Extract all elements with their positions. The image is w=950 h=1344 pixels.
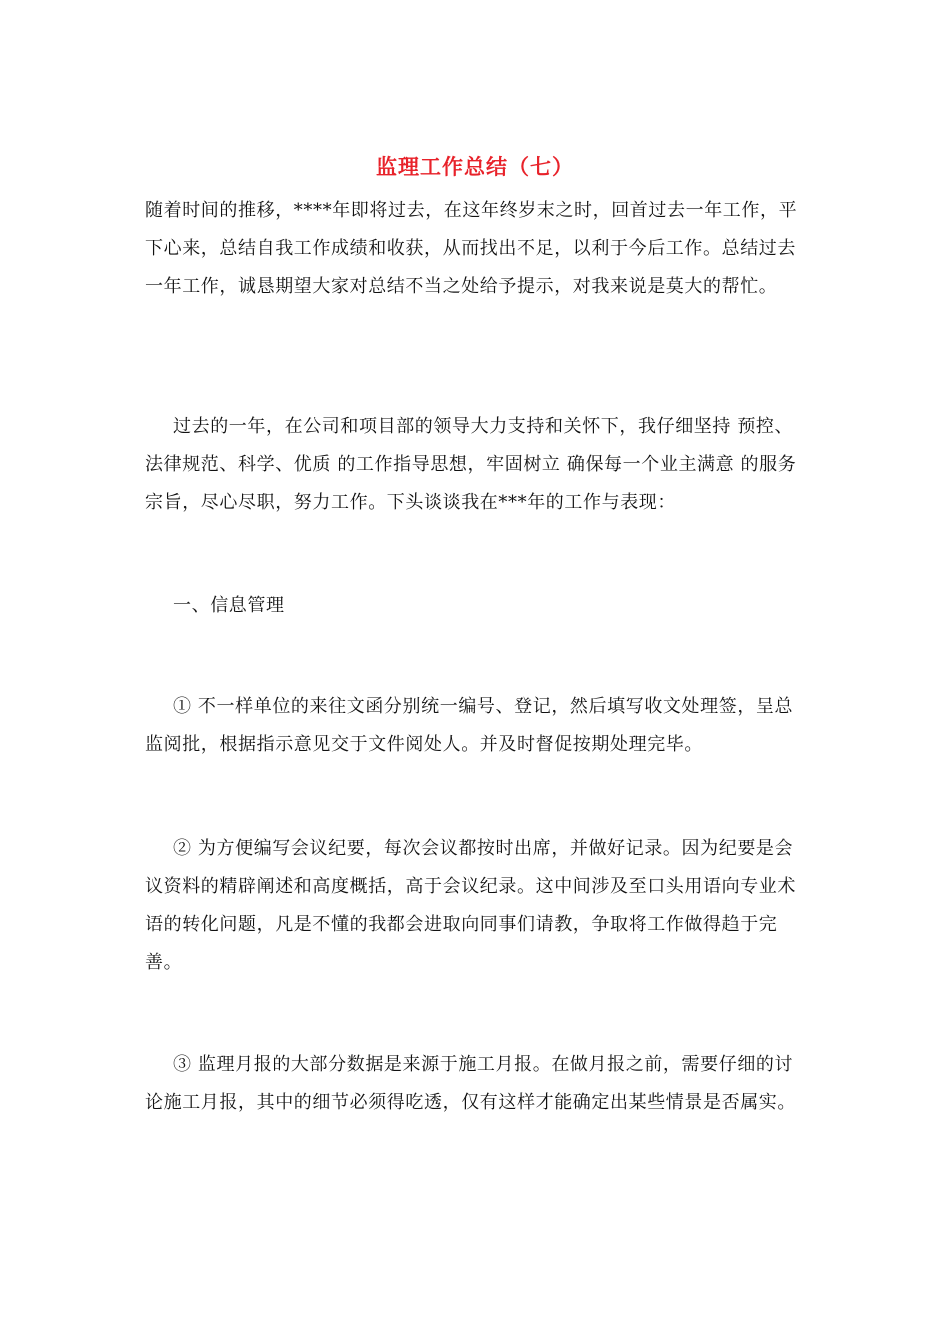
paragraph-overview: 过去的一年，在公司和项目部的领导大力支持和关怀下，我仔细坚持 预控、法律规范、科学、优质 的工作指导思想，牢固树立 确保每一个业主满意 的服务宗旨，尽心尽职，努力工作。下头谈谈我在***年的工作与表现： <box>145 416 797 513</box>
paragraph-item-1: ① 不一样单位的来往文函分别统一编号、登记，然后填写收文处理签，呈总监阅批，根据指示意见交于文件阅处人。并及时督促按期处理完毕。 <box>145 696 794 755</box>
document-title: 监理工作总结（七） <box>376 154 574 179</box>
paragraph-item-3: ③ 监理月报的大部分数据是来源于施工月报。在做月报之前，需要仔细的讨论施工月报，其中的细节必须得吃透，仅有这样才能确定出某些情景是否属实。 <box>145 1054 796 1113</box>
section-heading-information-management: 一、信息管理 <box>173 595 285 616</box>
paragraph-item-2: ② 为方便编写会议纪要，每次会议都按时出席，并做好记录。因为纪要是会议资料的精辟阐述和高度概括，高于会议纪录。这中间涉及至口头用语向专业术语的转化问题，凡是不懂的我都会进取向同事们请教，争取将工作做得趋于完善。 <box>145 838 796 973</box>
paragraph-intro: 随着时间的推移，****年即将过去，在这年终岁末之时，回首过去一年工作，平下心来，总结自我工作成绩和收获，从而找出不足，以利于今后工作。总结过去一年工作，诚恳期望大家对总结不当之处给予提示，对我来说是莫大的帮忙。 <box>145 200 798 297</box>
